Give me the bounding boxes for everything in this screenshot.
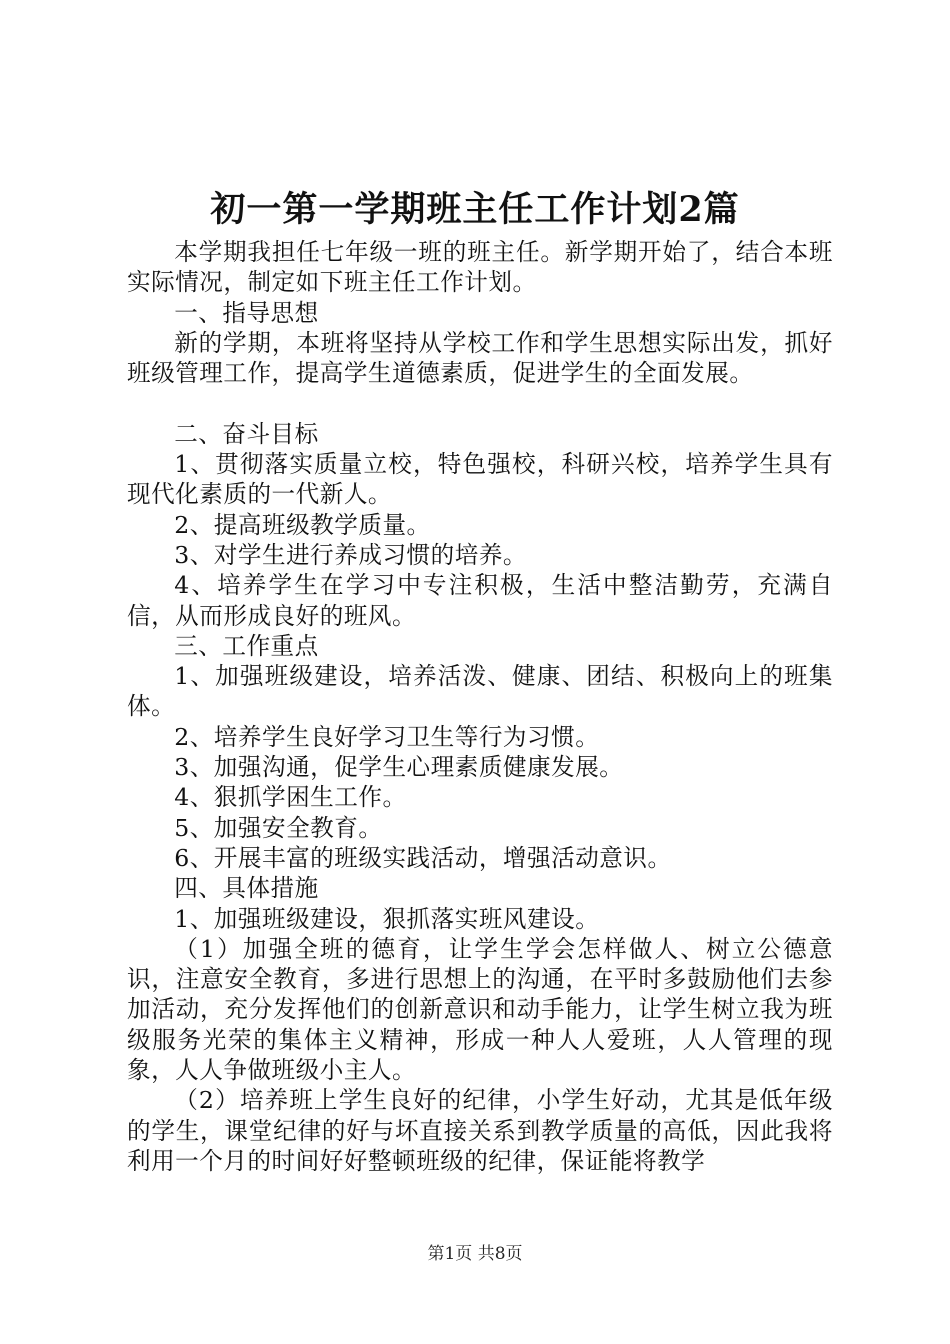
list-item: 4、狠抓学困生工作。	[174, 783, 407, 812]
list-item: 2、提高班级教学质量。	[174, 510, 431, 539]
document-body	[127, 237, 833, 1176]
list-item: 3、对学生进行养成习惯的培养。	[174, 540, 528, 569]
list-item: 4、培养学生在学习中专注积极，生活中整洁勤劳，充满自信，从而形成良好的班风。	[127, 571, 833, 630]
list-item: 3、加强沟通，促学生心理素质健康发展。	[174, 753, 624, 782]
section-heading-2: 二、奋斗目标	[174, 419, 319, 448]
section-heading-1: 一、指导思想	[174, 298, 319, 327]
list-item: 1、贯彻落实质量立校，特色强校，科研兴校，培养学生具有现代化素质的一代新人。	[127, 450, 833, 509]
section-heading-4: 四、具体措施	[174, 874, 319, 903]
blank-line	[127, 388, 833, 418]
list-item: 5、加强安全教育。	[174, 813, 383, 842]
list-item: 1、加强班级建设，培养活泼、健康、团结、积极向上的班集体。	[127, 662, 833, 721]
paragraph-intro: 本学期我担任七年级一班的班主任。新学期开始了，结合本班实际情况，制定如下班主任工作计划。	[127, 238, 833, 297]
document-title: 初一第一学期班主任工作计划2篇	[210, 189, 740, 230]
sub-item-paragraph: （2）培养班上学生良好的纪律，小学生好动，尤其是低年级的学生，课堂纪律的好与坏直接关系到教学质量的高低，因此我将利用一个月的时间好好整顿班级的纪律，保证能将教学	[127, 1086, 833, 1175]
paragraph: 新的学期，本班将坚持从学校工作和学生思想实际出发，抓好班级管理工作，提高学生道德素质，促进学生的全面发展。	[127, 328, 833, 388]
list-item: 2、培养学生良好学习卫生等行为习惯。	[174, 722, 600, 751]
sub-item-paragraph: （1）加强全班的德育，让学生学会怎样做人、树立公德意识，注意安全教育，多进行思想上的沟通，在平时多鼓励他们去参加活动，充分发挥他们的创新意识和动手能力，让学生树立我为班级服务光荣的集体主义精神，形成一种人人爱班，人人管理的现象，人人争做班级小主人。	[127, 934, 833, 1085]
list-item: 1、加强班级建设，狠抓落实班风建设。	[174, 904, 600, 933]
page-footer: 第1页 共8页	[427, 1244, 523, 1264]
list-item: 6、开展丰富的班级实践活动，增强活动意识。	[174, 843, 672, 872]
section-heading-3: 三、工作重点	[174, 631, 319, 660]
